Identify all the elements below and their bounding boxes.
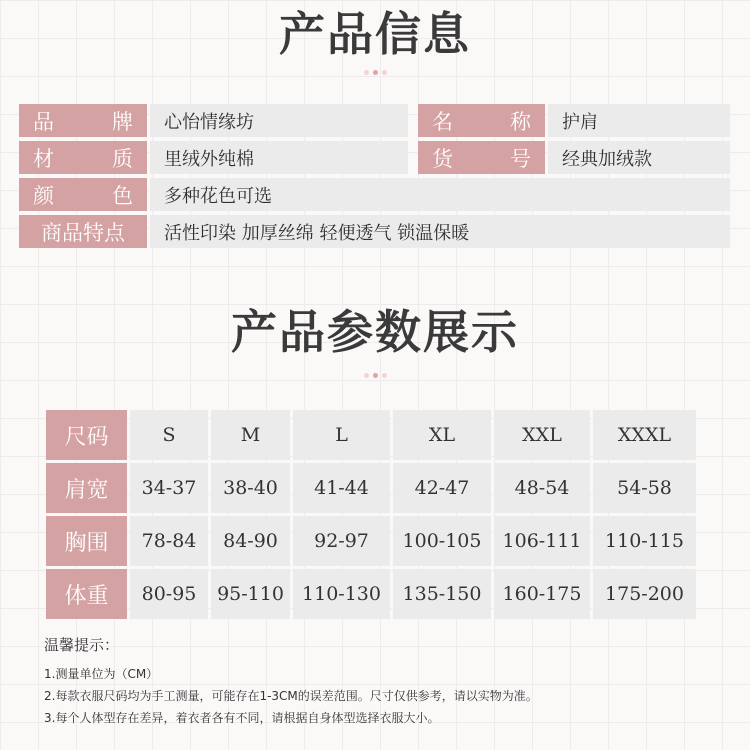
table-cell: 41-44 xyxy=(293,463,390,513)
size-header-cell: M xyxy=(211,410,290,460)
table-header-row xyxy=(46,410,696,460)
label-char: 名 xyxy=(432,109,453,134)
size-header-cell: XXL xyxy=(494,410,590,460)
table-cell: 110-115 xyxy=(593,516,696,566)
info-label-material xyxy=(19,141,147,174)
info-value-color: 多种花色可选 xyxy=(150,178,730,211)
label-char: 质 xyxy=(112,146,133,171)
info-value-features: 活性印染 加厚丝绵 轻便透气 锁温保暖 xyxy=(150,215,730,248)
table-cell: 48-54 xyxy=(494,463,590,513)
label-char: 称 xyxy=(510,109,531,134)
info-label-color xyxy=(19,178,147,211)
product-info-title: 产品信息 xyxy=(279,7,471,61)
size-header-cell: XL xyxy=(393,410,491,460)
size-params-title: 产品参数展示 xyxy=(231,305,519,359)
row-label-weight: 体重 xyxy=(46,569,127,619)
table-cell: 106-111 xyxy=(494,516,590,566)
tips-title: 温馨提示： xyxy=(44,636,120,654)
label-char: 材 xyxy=(33,146,54,171)
info-label-brand xyxy=(19,104,147,137)
table-cell: 92-97 xyxy=(293,516,390,566)
label-char: 号 xyxy=(510,146,531,171)
tip-line: 1.测量单位为（CM） xyxy=(44,667,159,681)
info-value-material: 里绒外纯棉 xyxy=(150,141,408,174)
table-cell: 42-47 xyxy=(393,463,491,513)
table-cell: 38-40 xyxy=(211,463,290,513)
row-label-shoulder: 肩宽 xyxy=(46,463,127,513)
table-cell: 100-105 xyxy=(393,516,491,566)
table-cell: 54-58 xyxy=(593,463,696,513)
info-label-features: 商品特点 xyxy=(19,215,147,248)
table-cell: 160-175 xyxy=(494,569,590,619)
label-char: 牌 xyxy=(112,109,133,134)
table-cell: 175-200 xyxy=(593,569,696,619)
title-dots-decoration xyxy=(0,70,750,75)
size-header-cell: L xyxy=(293,410,390,460)
table-cell: 34-37 xyxy=(130,463,208,513)
table-row xyxy=(46,463,696,513)
label-char: 品 xyxy=(33,109,54,134)
size-header-label: 尺码 xyxy=(46,410,127,460)
table-cell: 80-95 xyxy=(130,569,208,619)
info-label-name xyxy=(418,104,545,137)
table-cell: 84-90 xyxy=(211,516,290,566)
tips-section xyxy=(44,634,538,729)
table-row xyxy=(46,516,696,566)
table-cell: 78-84 xyxy=(130,516,208,566)
info-value-name: 护肩 xyxy=(548,104,730,137)
title-dots-decoration xyxy=(0,373,750,378)
info-value-item-no: 经典加绒款 xyxy=(548,141,730,174)
table-row xyxy=(46,569,696,619)
label-char: 色 xyxy=(112,183,133,208)
table-cell: 95-110 xyxy=(211,569,290,619)
size-table xyxy=(43,407,699,622)
info-label-item-no xyxy=(418,141,545,174)
table-cell: 110-130 xyxy=(293,569,390,619)
row-label-chest: 胸围 xyxy=(46,516,127,566)
label-char: 颜 xyxy=(33,183,54,208)
label-char: 货 xyxy=(432,146,453,171)
size-header-cell: XXXL xyxy=(593,410,696,460)
tip-line: 2.每款衣服尺码均为手工测量，可能存在1-3CM的误差范围。尺寸仅供参考，请以实物为准。 xyxy=(44,689,538,703)
table-cell: 135-150 xyxy=(393,569,491,619)
tip-line: 3.每个人体型存在差异，着衣者各有不同，请根据自身体型选择衣服大小。 xyxy=(44,711,440,725)
size-header-cell: S xyxy=(130,410,208,460)
info-value-brand: 心怡情缘坊 xyxy=(150,104,408,137)
